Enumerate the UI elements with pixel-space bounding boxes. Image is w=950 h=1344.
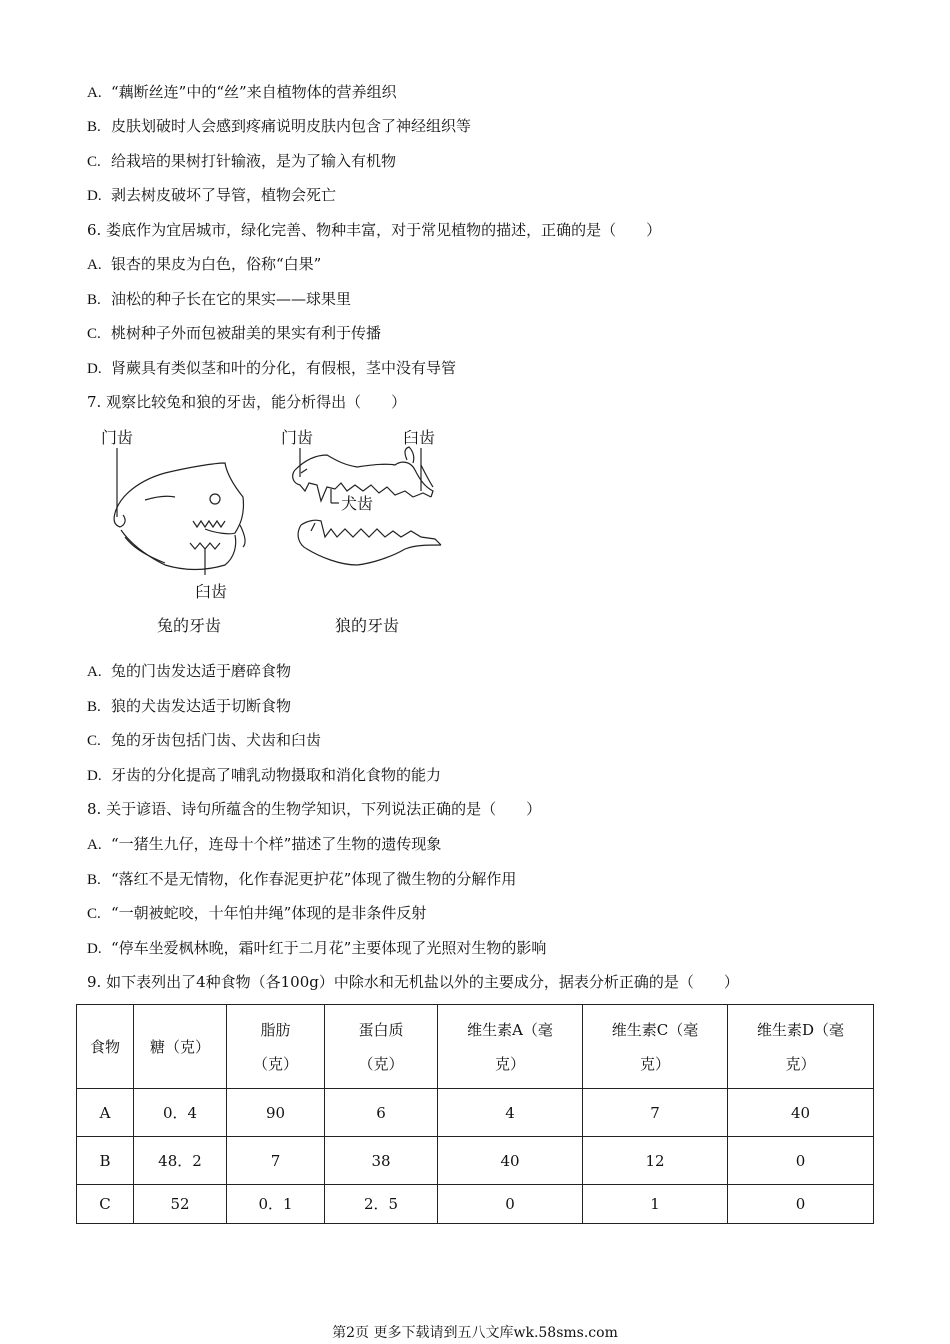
table-cell: 7 xyxy=(583,1089,728,1137)
option-letter: B. xyxy=(87,119,101,135)
option-letter: D. xyxy=(87,941,102,957)
table-cell: 4 xyxy=(438,1089,583,1137)
table-cell: 40 xyxy=(728,1089,874,1137)
option-text: 兔的门齿发达适于磨碎食物 xyxy=(111,662,292,680)
table-row xyxy=(77,1089,874,1137)
table-cell: 2．5 xyxy=(325,1185,438,1224)
table-cell: C xyxy=(77,1185,134,1224)
table-cell: 90 xyxy=(227,1089,325,1137)
q7-option-d xyxy=(87,765,441,786)
option-text: 狼的犬齿发达适于切断食物 xyxy=(111,697,292,715)
wolf-molar-label: 臼齿 xyxy=(403,428,436,447)
q6-option-b xyxy=(87,289,351,310)
table-cell: 0．1 xyxy=(227,1185,325,1224)
header-text: （克） xyxy=(252,1054,298,1073)
option-letter: C. xyxy=(87,733,101,749)
table-cell: 0 xyxy=(438,1185,583,1224)
header-text: 维生素D（毫 xyxy=(756,1020,845,1039)
wolf-canine-label: 犬齿 xyxy=(341,494,374,513)
option-text: “落红不是无情物，化作春泥更护花”体现了微生物的分解作用 xyxy=(111,870,517,888)
table-cell: 12 xyxy=(583,1137,728,1185)
food-nutrient-table xyxy=(76,1004,874,1224)
option-letter: D. xyxy=(87,361,102,377)
option-letter: A. xyxy=(87,837,102,853)
table-cell: 0．4 xyxy=(134,1089,227,1137)
q5-option-d xyxy=(87,185,336,206)
table-cell: 48．2 xyxy=(134,1137,227,1185)
option-letter: B. xyxy=(87,872,101,888)
wolf-caption: 狼的牙齿 xyxy=(335,616,400,635)
option-text: 油松的种子长在它的果实——球果里 xyxy=(111,290,352,308)
option-letter: D. xyxy=(87,188,102,204)
table-header-row xyxy=(77,1005,874,1089)
option-text: “一朝被蛇咬，十年怕井绳”体现的是非条件反射 xyxy=(111,904,427,922)
table-cell: 40 xyxy=(438,1137,583,1185)
option-letter: C. xyxy=(87,326,101,342)
table-cell: 52 xyxy=(134,1185,227,1224)
option-letter: D. xyxy=(87,768,102,784)
rabbit-molar-label: 臼齿 xyxy=(195,582,228,601)
q6-stem: 6. 娄底作为宜居城市，绿化完善、物种丰富，对于常见植物的描述，正确的是（ ） xyxy=(87,221,662,239)
option-text: 兔的牙齿包括门齿、犬齿和臼齿 xyxy=(111,731,322,749)
option-text: 桃树种子外而包被甜美的果实有利于传播 xyxy=(111,324,382,342)
table-cell: 0 xyxy=(728,1185,874,1224)
header-text: 克） xyxy=(785,1054,816,1073)
header-food xyxy=(77,1005,134,1089)
q8-option-a xyxy=(87,834,441,855)
table-row xyxy=(77,1137,874,1185)
q8-option-b xyxy=(87,869,516,890)
option-text: 牙齿的分化提高了哺乳动物摄取和消化食物的能力 xyxy=(111,766,442,784)
q8-option-c xyxy=(87,903,426,924)
option-letter: B. xyxy=(87,292,101,308)
header-vitamin-d xyxy=(728,1005,874,1089)
header-text: 糖（克） xyxy=(149,1037,210,1056)
header-text: （克） xyxy=(358,1054,404,1073)
q8-stem: 8. 关于谚语、诗句所蕴含的生物学知识，下列说法正确的是（ ） xyxy=(87,800,542,818)
q5-option-a xyxy=(87,82,397,103)
q6-option-d xyxy=(87,358,456,379)
table-cell: 38 xyxy=(325,1137,438,1185)
header-text: 维生素C（毫 xyxy=(611,1020,699,1039)
option-text: 银杏的果皮为白色，俗称“白果” xyxy=(111,255,322,273)
table-cell: A xyxy=(77,1089,134,1137)
q7-stem: 7. 观察比较兔和狼的牙齿，能分析得出（ ） xyxy=(87,393,407,411)
header-fat xyxy=(227,1005,325,1089)
table-cell: 1 xyxy=(583,1185,728,1224)
q6-option-c xyxy=(87,323,381,344)
wolf-incisor-label: 门齿 xyxy=(281,428,314,447)
header-vitamin-a xyxy=(438,1005,583,1089)
q5-option-c xyxy=(87,151,396,172)
option-text: 剥去树皮破坏了导管，植物会死亡 xyxy=(111,186,337,204)
table-cell: 0 xyxy=(728,1137,874,1185)
q8-option-d xyxy=(87,938,546,959)
option-text: 肾蕨具有类似茎和叶的分化，有假根，茎中没有导管 xyxy=(111,359,457,377)
header-vitamin-c xyxy=(583,1005,728,1089)
table-cell: B xyxy=(77,1137,134,1185)
q9-stem: 9. 如下表列出了4种食物（各100g）中除水和无机盐以外的主要成分，据表分析正确的是（ ） xyxy=(87,973,739,991)
q5-option-b xyxy=(87,116,471,137)
rabbit-incisor-label: 门齿 xyxy=(101,428,134,447)
q7-option-c xyxy=(87,730,321,751)
header-text: 脂肪 xyxy=(260,1020,291,1039)
option-text: 皮肤划破时人会感到疼痛说明皮肤内包含了神经组织等 xyxy=(111,117,472,135)
option-text: “一猪生九仔，连母十个样”描述了生物的遗传现象 xyxy=(111,835,442,853)
page-footer: 第2页 更多下载请到五八文库wk.58sms.com xyxy=(332,1325,618,1341)
option-letter: C. xyxy=(87,154,101,170)
option-letter: A. xyxy=(87,257,102,273)
table-row xyxy=(77,1185,874,1224)
option-text: “藕断丝连”中的“丝”来自植物体的营养组织 xyxy=(111,83,397,101)
rabbit-skull-drawing xyxy=(114,463,245,570)
header-text: 蛋白质 xyxy=(358,1020,404,1039)
header-text: 维生素A（毫 xyxy=(467,1020,553,1039)
q7-option-b xyxy=(87,696,291,717)
rabbit-caption: 兔的牙齿 xyxy=(157,616,222,635)
option-letter: B. xyxy=(87,699,101,715)
option-letter: C. xyxy=(87,906,101,922)
header-sugar xyxy=(134,1005,227,1089)
teeth-figure xyxy=(95,425,455,640)
option-letter: A. xyxy=(87,85,102,101)
option-text: “停车坐爱枫林晚，霜叶红于二月花”主要体现了光照对生物的影响 xyxy=(111,939,547,957)
header-protein xyxy=(325,1005,438,1089)
table-cell: 6 xyxy=(325,1089,438,1137)
table-cell: 7 xyxy=(227,1137,325,1185)
q6-option-a xyxy=(87,254,321,275)
header-text: 克） xyxy=(639,1054,670,1073)
option-letter: A. xyxy=(87,664,102,680)
header-text: 食物 xyxy=(89,1037,120,1056)
q7-option-a xyxy=(87,661,291,682)
option-text: 给栽培的果树打针输液，是为了输入有机物 xyxy=(111,152,397,170)
header-text: 克） xyxy=(494,1054,525,1073)
